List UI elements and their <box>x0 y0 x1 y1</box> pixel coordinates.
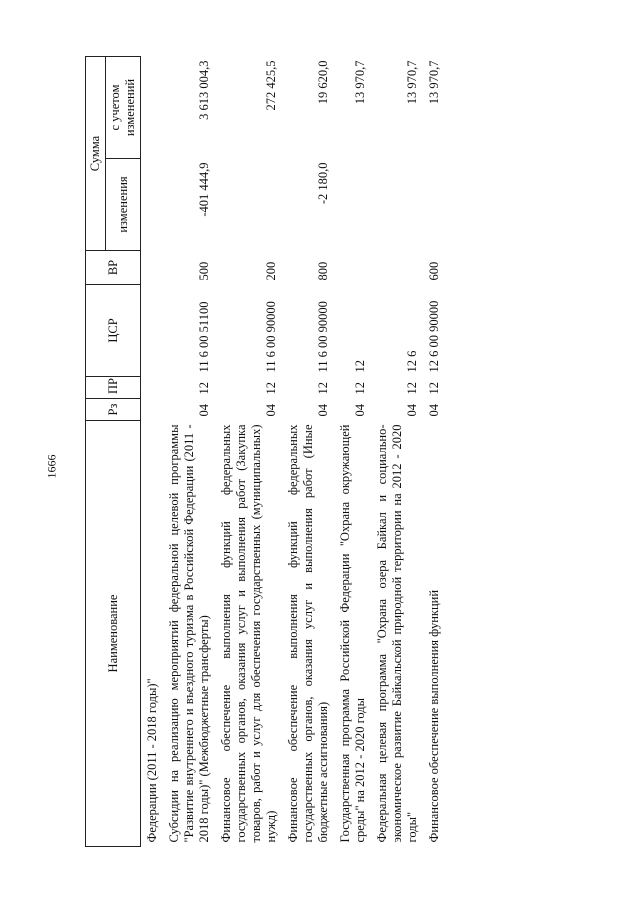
row-rz <box>141 399 164 421</box>
table-row <box>371 57 423 847</box>
row-rz: 04 <box>264 404 278 417</box>
row-total <box>141 57 164 159</box>
row-name: Государственная программа Российской Федерации "Охрана окружающей среды" на 2012 - 2020 годы <box>338 424 367 843</box>
row-rz: 04 <box>353 404 367 417</box>
row-pr: 12 <box>427 382 441 395</box>
table-row <box>282 57 334 847</box>
row-pr <box>141 377 164 399</box>
table-header <box>86 57 141 847</box>
header-rz: Рз <box>86 399 141 421</box>
header-sum: Сумма <box>86 57 106 251</box>
row-vr <box>371 251 423 285</box>
header-name: Наименование <box>86 421 141 847</box>
row-total: 19 620,0 <box>316 60 330 105</box>
row-rz: 04 <box>405 404 419 417</box>
budget-table <box>85 56 445 847</box>
table-row <box>163 57 215 847</box>
row-name: Федеральная целевая программа "Охрана озера Байкал и социально-экономическое развитие Байкальской природной территории на 2012 - 2020 годы" <box>375 424 419 843</box>
row-changes <box>334 159 371 251</box>
header-csr: ЦСР <box>86 285 141 377</box>
row-changes <box>141 159 164 251</box>
row-pr: 12 <box>264 382 278 395</box>
row-pr: 12 <box>197 382 211 395</box>
row-total: 13 970,7 <box>427 60 441 105</box>
table-row <box>334 57 371 847</box>
row-changes: -401 444,9 <box>197 162 211 217</box>
budget-table-page <box>85 57 555 847</box>
row-csr: 12 6 <box>405 350 419 373</box>
row-rz: 04 <box>427 404 441 417</box>
page-number: 1666 <box>44 454 59 479</box>
row-vr: 200 <box>264 261 278 281</box>
row-changes <box>215 159 282 251</box>
row-name: Федерации (2011 - 2018 годы)" <box>145 678 159 843</box>
header-with-changes: с учетом изменений <box>106 57 141 159</box>
row-total: 13 970,7 <box>353 60 367 105</box>
row-changes <box>423 159 445 251</box>
row-csr: 11 6 00 90000 <box>316 301 330 373</box>
row-rz: 04 <box>197 404 211 417</box>
row-name: Финансовое обеспечение выполнения функций федеральных государственных органов, оказания услуг и выполнения работ (Закупка товаров, работ и услуг для обеспечения государственных (муниципальных) нужд) <box>219 424 278 843</box>
row-vr: 500 <box>197 261 211 281</box>
row-csr: 11 6 00 90000 <box>264 301 278 373</box>
table-row <box>141 57 164 847</box>
row-csr: 12 <box>353 360 367 373</box>
row-csr: 12 6 00 90000 <box>427 300 441 373</box>
row-total: 13 970,7 <box>405 60 419 105</box>
header-pr: ПР <box>86 377 141 399</box>
row-total: 272 425,5 <box>264 60 278 111</box>
row-name: Финансовое обеспечение выполнения функций <box>427 589 441 843</box>
row-changes <box>371 159 423 251</box>
row-csr: 11 6 00 51100 <box>197 301 211 373</box>
table-row <box>215 57 282 847</box>
row-vr: 600 <box>427 261 441 281</box>
row-vr <box>334 251 371 285</box>
row-csr <box>141 285 164 377</box>
header-changes: изменения <box>106 159 141 251</box>
row-vr <box>141 251 164 285</box>
row-total: 3 613 004,3 <box>197 60 211 120</box>
row-changes: -2 180,0 <box>316 162 330 205</box>
row-pr: 12 <box>405 382 419 395</box>
row-rz: 04 <box>316 404 330 417</box>
header-vr: ВР <box>86 251 141 285</box>
row-name: Субсидии на реализацию мероприятий федеральной целевой программы "Развитие внутреннего и въездного туризма в Российской Федерации (2011 - 2018 годы)" (Межбюджетные трансферты) <box>167 424 211 843</box>
row-pr: 12 <box>316 382 330 395</box>
row-name: Финансовое обеспечение выполнения функций федеральных государственных органов, оказания услуг и выполнения работ (Иные бюджетные ассигнования) <box>286 424 330 843</box>
table-row <box>423 57 445 847</box>
row-vr: 800 <box>316 261 330 281</box>
row-pr: 12 <box>353 382 367 395</box>
